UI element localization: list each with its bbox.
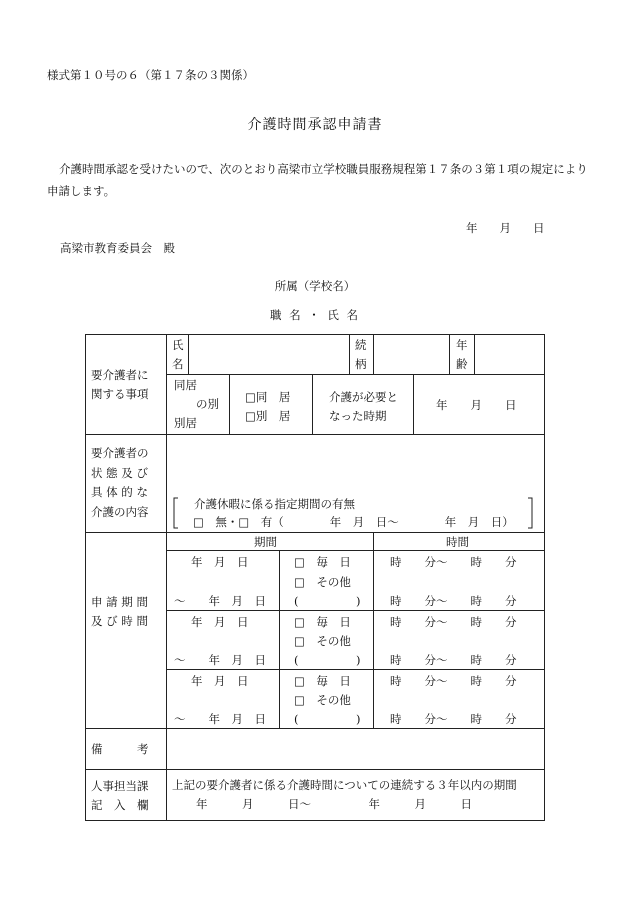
relation-field[interactable] (375, 337, 448, 373)
request-statement: 介護時間承認を受けたいので、次のとおり高梁市立学校職員服務規程第１７条の３第１項の規定により申請します。 (47, 162, 588, 198)
table-rule (474, 334, 475, 374)
remarks-label: 備 考 (91, 742, 149, 756)
table-rule (166, 334, 167, 820)
application-period-label: 申 請 期 間 及 び 時 間 (91, 595, 148, 628)
care-subject-label: 要介護者に 関する事項 (91, 368, 149, 401)
document-title: 介護時間承認申請書 (247, 117, 383, 133)
table-rule (166, 669, 545, 670)
form-number: 様式第１０号の６（第１７条の３関係） (47, 68, 254, 82)
personnel-section-label: 人事担当課 記 入 欄 (91, 779, 149, 812)
table-rule (349, 334, 350, 374)
table-rule (85, 728, 545, 729)
table-rule (312, 374, 313, 434)
addressee: 高梁市教育委員会 殿 (60, 241, 175, 255)
table-rule (229, 374, 230, 434)
time-range[interactable]: 時 分～ 時 分 (390, 653, 517, 667)
other-detail-field[interactable]: ( ) (294, 594, 361, 608)
table-border (85, 820, 545, 821)
remarks-field[interactable] (168, 730, 543, 768)
table-rule (166, 550, 545, 551)
table-rule (373, 334, 374, 374)
personnel-period-dates[interactable]: 年 月 日～ 年 月 日 (196, 797, 472, 811)
care-condition-label: 要介護者の 状 態 及 び 具 体 的 な 介護の内容 (91, 446, 149, 519)
care-needed-date[interactable]: 年 月 日 (436, 398, 517, 412)
other-checkbox[interactable]: □ その他 (294, 575, 351, 589)
table-rule (373, 532, 374, 728)
table-rule (413, 374, 414, 434)
position-name-label: 職 名 ・ 氏 名 (269, 308, 361, 322)
name-field[interactable] (190, 337, 348, 373)
time-range[interactable]: 時 分～ 時 分 (390, 615, 517, 629)
table-rule (85, 769, 545, 770)
daily-checkbox[interactable]: □ 毎 日 (294, 555, 351, 569)
table-rule (166, 610, 545, 611)
time-range[interactable]: 時 分～ 時 分 (390, 712, 517, 726)
separate-checkbox[interactable]: □別 居 (245, 409, 291, 423)
date-year-label: 年 (466, 221, 478, 235)
other-checkbox[interactable]: □ その他 (294, 693, 351, 707)
table-border (544, 334, 545, 821)
leave-period-question: 介護休暇に係る指定期間の有無 (194, 497, 355, 511)
period-start-date[interactable]: 年 月 日 (191, 615, 249, 629)
name-label: 氏 名 (172, 338, 184, 371)
table-rule (279, 550, 280, 728)
cohabitation-label: 同居 の別 別居 (174, 378, 219, 430)
other-detail-field[interactable]: ( ) (294, 712, 361, 726)
table-rule (166, 374, 545, 375)
affiliation-label: 所属（学校名） (274, 279, 356, 293)
time-range[interactable]: 時 分～ 時 分 (390, 674, 517, 688)
time-range[interactable]: 時 分～ 時 分 (390, 594, 517, 608)
cohabitation-options (245, 388, 290, 426)
table-border (85, 334, 545, 335)
cohabiting-checkbox[interactable]: □同 居 (245, 390, 291, 404)
care-needed-since-label: 介護が必要と なった時期 (329, 390, 398, 423)
care-condition-field[interactable] (168, 436, 543, 494)
daily-checkbox[interactable]: □ 毎 日 (294, 615, 351, 629)
age-label: 年 齢 (456, 338, 468, 371)
time-range[interactable]: 時 分～ 時 分 (390, 555, 517, 569)
table-rule (85, 532, 545, 533)
period-start-date[interactable]: 年 月 日 (191, 674, 249, 688)
period-column-header: 期間 (254, 535, 277, 549)
table-rule (85, 434, 545, 435)
daily-checkbox[interactable]: □ 毎 日 (294, 674, 351, 688)
relation-label: 続 柄 (355, 338, 367, 371)
date-day-label: 日 (533, 221, 545, 235)
age-field[interactable] (476, 337, 543, 373)
other-detail-field[interactable]: ( ) (294, 653, 361, 667)
period-end-date[interactable]: ～ 年 月 日 (174, 712, 266, 726)
time-column-header: 時間 (446, 535, 469, 549)
leave-period-options[interactable]: □ 無・□ 有（ 年 月 日～ 年 月 日） (193, 515, 514, 529)
period-start-date[interactable]: 年 月 日 (191, 555, 249, 569)
table-rule (449, 334, 450, 374)
period-end-date[interactable]: ～ 年 月 日 (174, 653, 266, 667)
table-rule (188, 334, 189, 374)
period-end-date[interactable]: ～ 年 月 日 (174, 594, 266, 608)
table-border (85, 334, 86, 820)
date-month-label: 月 (499, 221, 511, 235)
personnel-note: 上記の要介護者に係る介護時間についての連続する３年以内の期間 (172, 778, 517, 792)
other-checkbox[interactable]: □ その他 (294, 634, 351, 648)
